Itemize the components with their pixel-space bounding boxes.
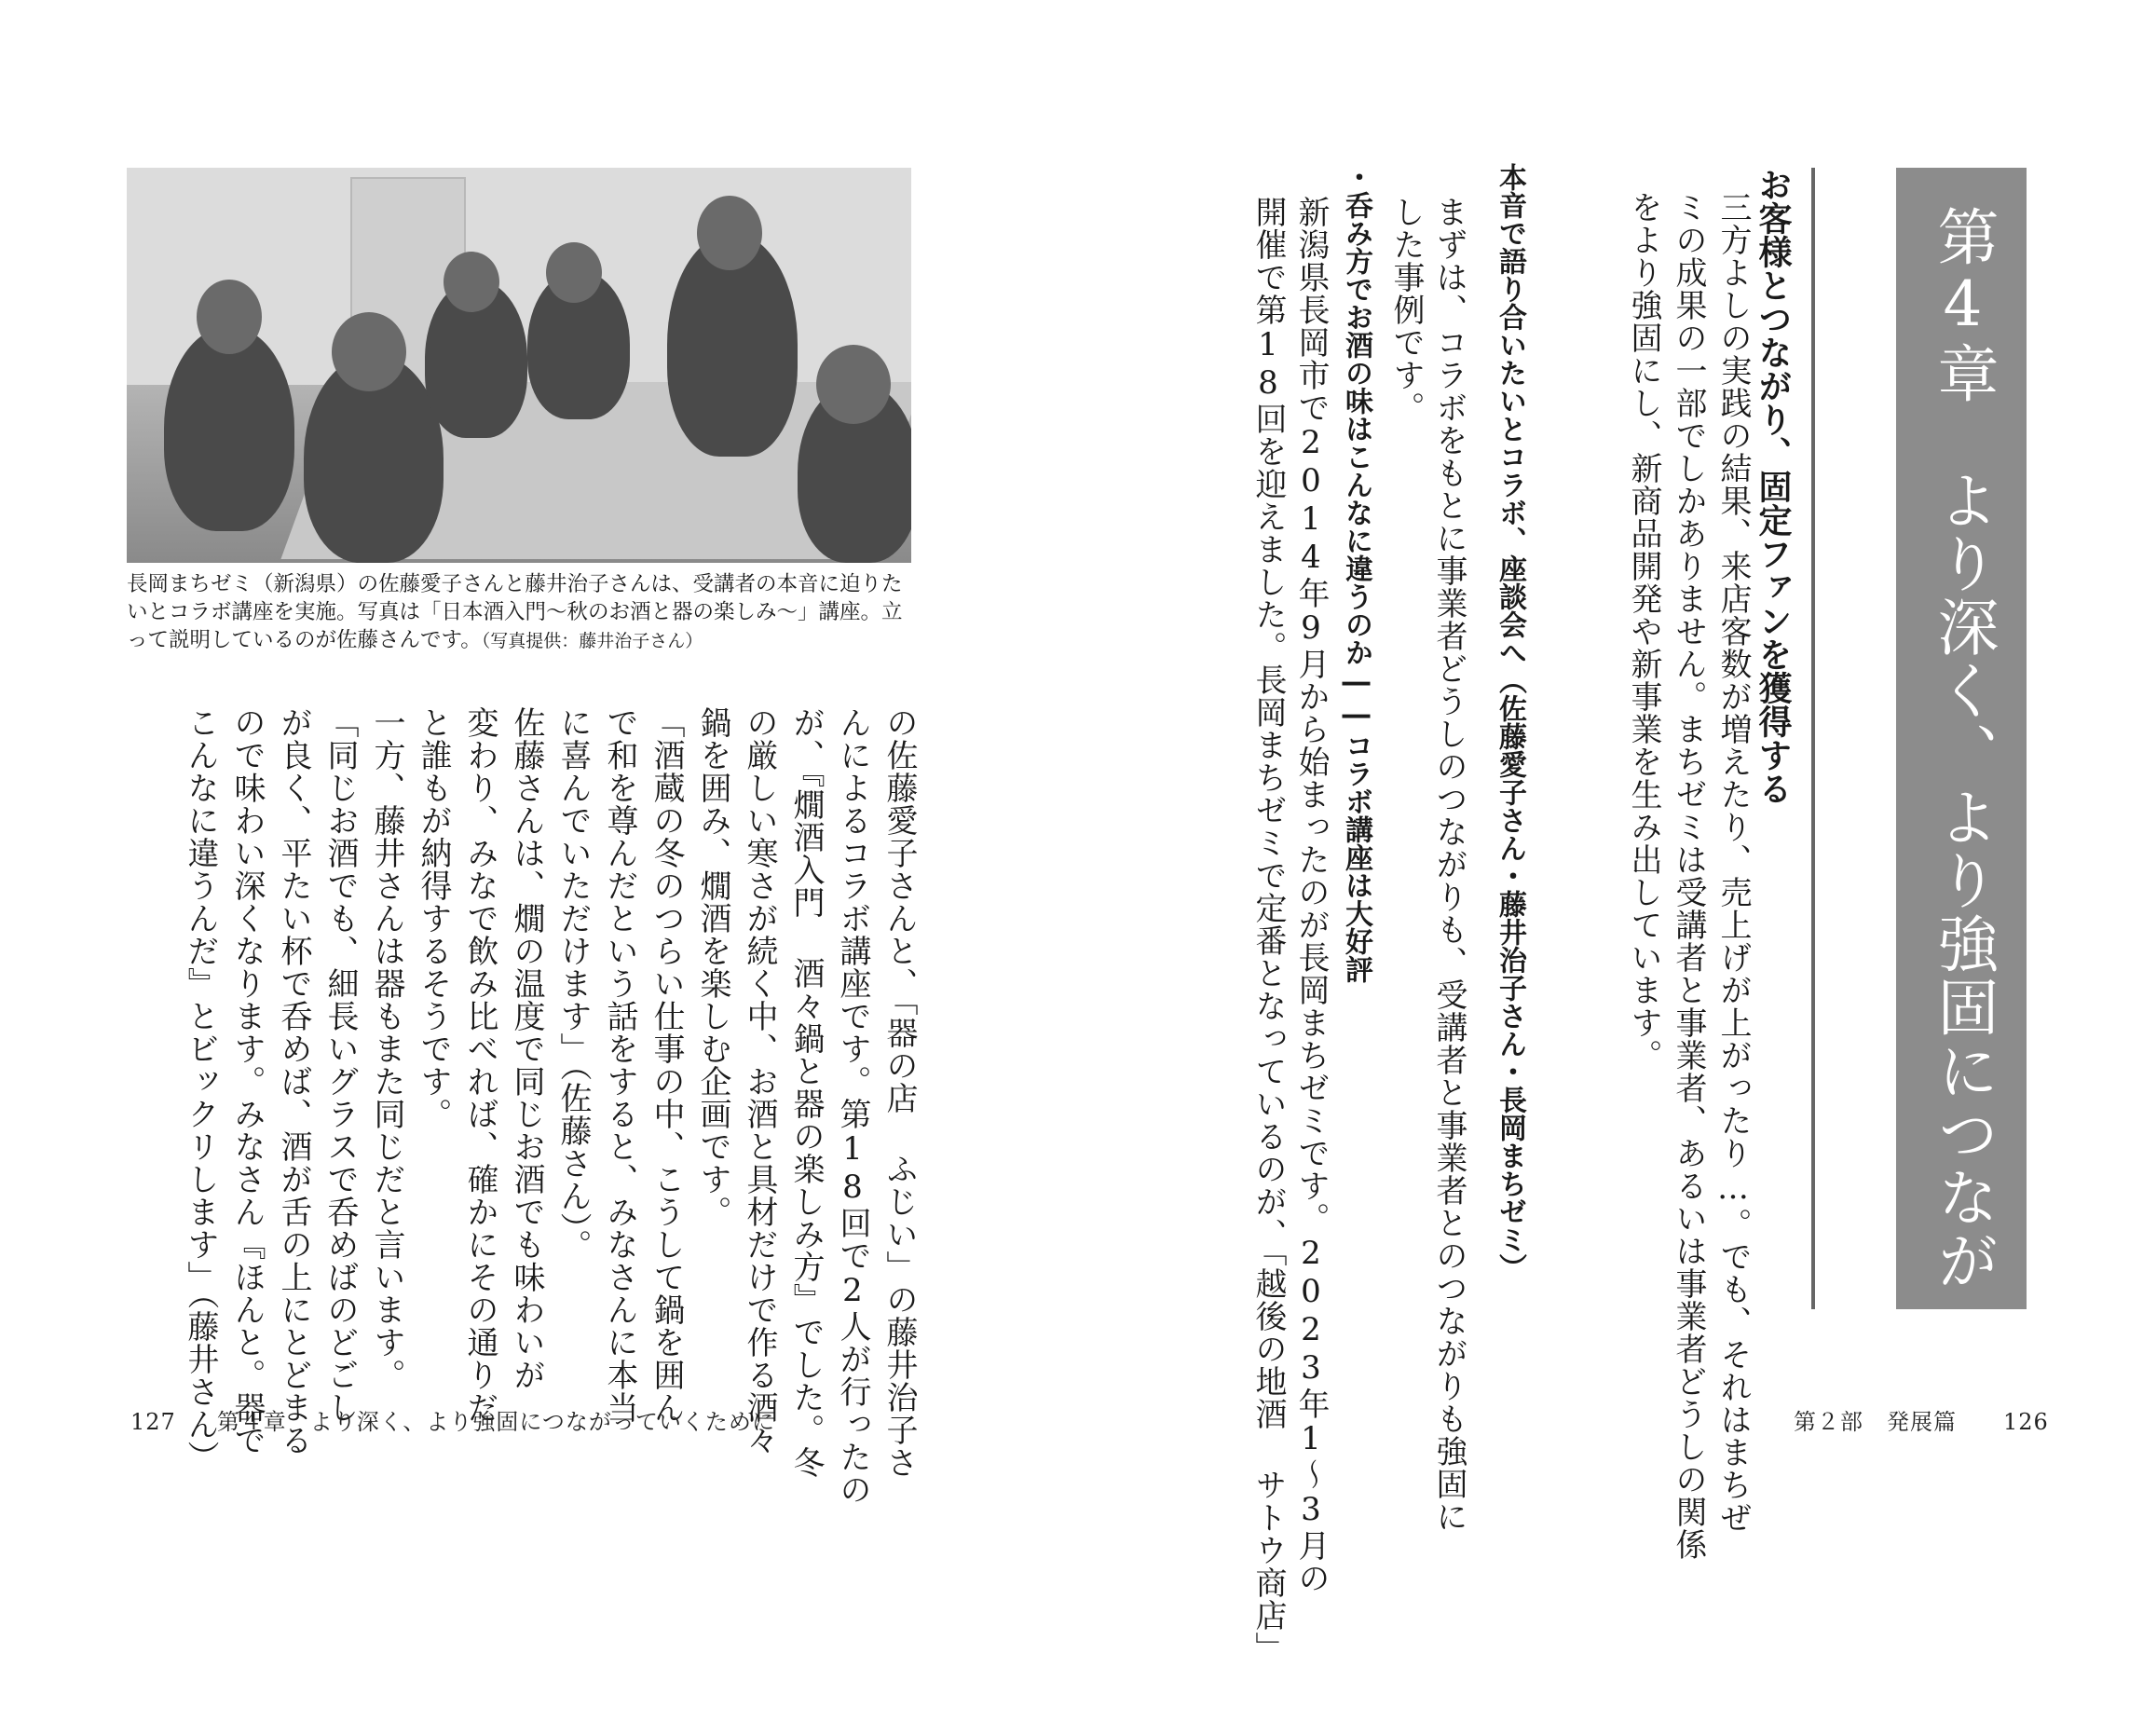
section-heading-rule bbox=[1811, 168, 1815, 1309]
photo-person-head bbox=[444, 252, 499, 312]
photo-caption bbox=[127, 570, 911, 655]
subheading-paragraph: まずは、コラボをもとに事業者どうしのつながりも、受講者と事業者とのつながりも強固に した事例です。 bbox=[1387, 196, 1467, 1533]
section-heading: お客様とつながり、固定ファンを獲得する bbox=[1754, 168, 1792, 805]
chapter-title: 第4章 より深く、より強固につながっていくために bbox=[1927, 205, 1999, 1736]
seminar-photo bbox=[127, 168, 911, 563]
photo-person-head bbox=[332, 312, 406, 391]
photo-person bbox=[164, 326, 294, 531]
left-page bbox=[0, 0, 1072, 1557]
photo-caption-text: 長岡まちゼミ（新潟県）の佐藤愛子さんと藤井治子さんは、受講者の本音に迫りたいとコラボ講座を実施。写真は「日本酒入門〜秋のお酒と器の楽しみ〜」講座。立って説明しているのが佐藤さんです。 bbox=[127, 572, 903, 652]
topic-paragraph: 新潟県長岡市で2014年9月から始まったのが長岡まちゼミです。2023年1〜3月の 開催で第18回を迎えました。長岡まちゼミで定番となっているのが、「越後の地酒 サトウ商店」 bbox=[1249, 196, 1330, 1664]
intro-paragraph: 三方よしの実践の結果、来店客数が増えたり、売上げが上がったり…。でも、それはまちぜ ミの成果の一部でしかありません。まちゼミは受講者と事業者、あるいは事業者どうしの関係 をより強固にし、新商品開発や新事業を生み出しています。 bbox=[1625, 191, 1752, 1561]
subheading: 本音で語り合いたいとコラボ、座談会へ（佐藤愛子さん・藤井治子さん・長岡まちゼミ） bbox=[1494, 163, 1526, 1281]
photo-person-head bbox=[697, 196, 762, 270]
right-footer bbox=[1794, 1403, 2049, 1436]
running-header-chapter: 第４章 より深く、より強固につながっていくために bbox=[216, 1409, 775, 1435]
left-body-text: の佐藤愛子さんと、「器の店 ふじい」の藤井治子さ んによるコラボ講座です。第18回で2人が行ったの が、『燗酒入門 酒々鍋と器の楽しみ方』でした。冬 の厳しい寒さが続く中、お酒と具材だけで作る酒々 鍋を囲み、燗酒を楽しむ企画です。 「酒蔵の冬のつらい仕事の中、こうして鍋を囲ん で和を尊んだという話をすると、みなさんに本当 に喜んでいただけます」（佐藤さん）。 佐藤さんは、燗の温度で同じお酒でも味わいが 変わり、みなで飲み比べれば、確かにその通りだ と誰もが納得するそうです。 一方、藤井さんは器もまた同じだと言います。 「同じお酒でも、細長いグラスで呑めばのどごし が良く、平たい杯で呑めば、酒が舌の上にとどまる ので味わい深くなります。みなさん『ほんと。器で こんなに違うんだ』とビックリします」（藤井さん） bbox=[182, 706, 918, 1506]
running-header-part: 第２部 発展篇 bbox=[1794, 1409, 1957, 1435]
page-number-left: 127 bbox=[130, 1409, 176, 1435]
photo-credit: （写真提供：藤井治子さん） bbox=[481, 631, 703, 651]
photo-person-head bbox=[197, 280, 262, 354]
photo-person-head bbox=[546, 242, 602, 303]
left-footer bbox=[130, 1403, 775, 1436]
page-number-right: 126 bbox=[2003, 1409, 2049, 1435]
photo-person-head bbox=[816, 345, 891, 424]
topic-heading: ・呑み方でお酒の味はこんなに違うのか――コラボ講座は大好評 bbox=[1340, 163, 1372, 983]
